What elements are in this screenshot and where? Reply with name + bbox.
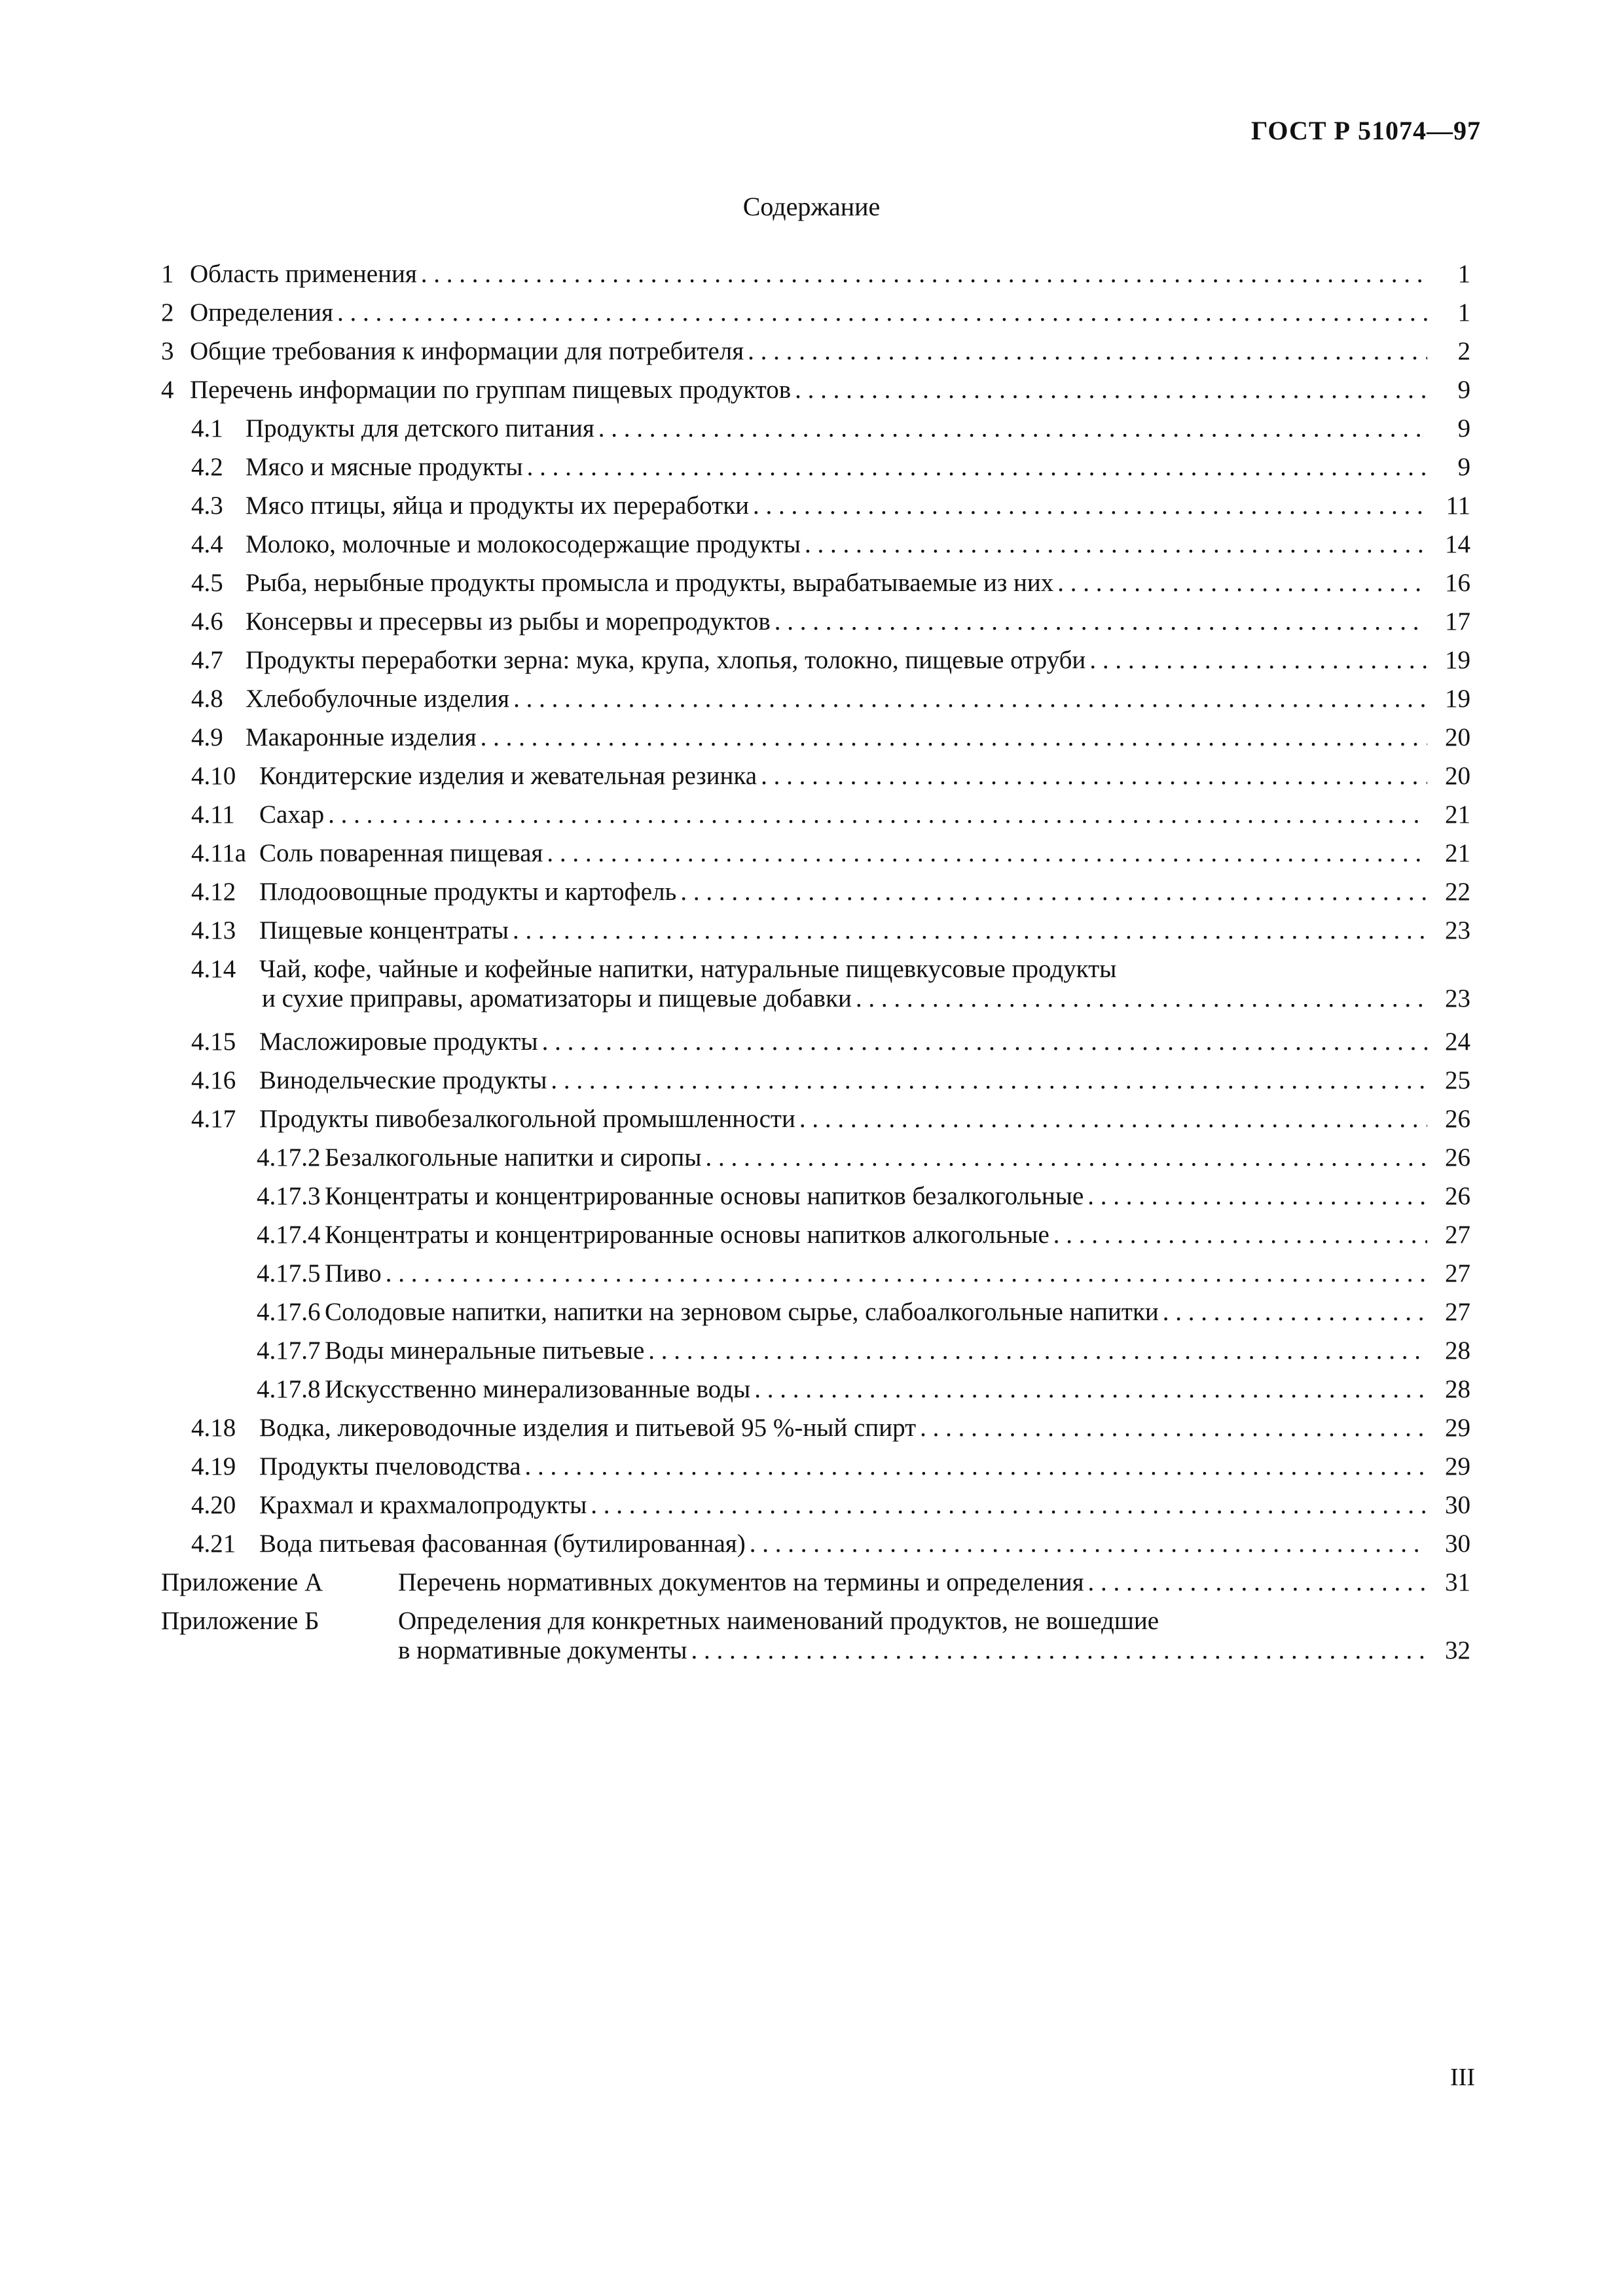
toc-entry[interactable] <box>161 1447 1470 1486</box>
toc-entry-page: 29 <box>1445 1452 1470 1480</box>
toc-entry[interactable] <box>161 955 1470 984</box>
toc-entry-number: Приложение А <box>161 1568 323 1596</box>
toc-entry[interactable] <box>161 1215 1470 1254</box>
toc-entry-label: Солодовые напитки, напитки на зерновом сырье, слабоалкогольные напитки <box>325 1298 1159 1326</box>
toc-entry-number: 4.17.5 <box>257 1259 321 1287</box>
toc-entry-label: Хлебобулочные изделия <box>246 685 510 713</box>
toc-entry-number: 4 <box>161 376 174 404</box>
toc-entry-page: 28 <box>1445 1375 1470 1403</box>
dot-leader <box>799 1100 1427 1138</box>
dot-leader <box>542 1022 1427 1061</box>
dot-leader <box>525 1447 1427 1486</box>
toc-entry-page: 28 <box>1445 1336 1470 1365</box>
toc-entry[interactable] <box>161 757 1470 795</box>
dot-leader <box>591 1486 1427 1524</box>
toc-entry[interactable] <box>161 1524 1470 1563</box>
toc-entry-page: 25 <box>1445 1066 1470 1094</box>
toc-entry-page: 9 <box>1457 414 1470 442</box>
toc-entry-number: 4.21 <box>191 1530 236 1558</box>
toc-entry[interactable] <box>161 255 1470 293</box>
toc-entry[interactable] <box>161 370 1470 409</box>
toc-entry-label: Определения для конкретных наименований продуктов, не вошедшие <box>398 1607 1159 1635</box>
dot-leader <box>421 255 1427 293</box>
dot-leader <box>337 293 1427 332</box>
toc-entry-label: Перечень информации по группам пищевых продуктов <box>190 376 792 404</box>
page-number: III <box>1450 2064 1475 2091</box>
toc-entry-continuation[interactable] <box>161 1636 1470 1666</box>
dot-leader <box>691 1636 1427 1666</box>
toc-entry-page: 21 <box>1445 839 1470 867</box>
toc-entry-label: Плодоовощные продукты и картофель <box>259 878 677 906</box>
toc-entry-label: Продукты для детского питания <box>246 414 594 442</box>
toc-entry-label: Продукты пчеловодства <box>259 1452 521 1480</box>
toc-entry[interactable] <box>161 486 1470 525</box>
dot-leader <box>547 834 1427 872</box>
dot-leader <box>386 1254 1427 1293</box>
toc-entry-number: 4.17.7 <box>257 1336 321 1365</box>
toc-entry-continuation[interactable] <box>161 984 1470 1014</box>
toc-entry-number: 3 <box>161 337 174 365</box>
toc-entry-label: Искусственно минерализованные воды <box>325 1375 751 1403</box>
toc-entry-number: 4.18 <box>191 1414 236 1442</box>
toc-entry-page: 1 <box>1457 260 1470 288</box>
toc-entry[interactable] <box>161 1331 1470 1370</box>
toc-entry-label-continuation: в нормативные документы <box>398 1636 687 1664</box>
toc-entry-page: 30 <box>1445 1491 1470 1519</box>
toc-entry-page: 20 <box>1445 762 1470 790</box>
toc-entry-appendix[interactable] <box>161 1607 1470 1636</box>
toc-entry[interactable] <box>161 911 1470 950</box>
toc-entry-page: 32 <box>1445 1636 1470 1664</box>
dot-leader <box>481 718 1427 757</box>
toc-entry-page: 22 <box>1445 878 1470 906</box>
toc-entry-page: 11 <box>1446 492 1470 520</box>
toc-entry-label: Перечень нормативных документов на термины и определения <box>398 1568 1084 1596</box>
toc-entry-number: 4.10 <box>191 762 236 790</box>
dot-leader <box>805 525 1427 564</box>
dot-leader <box>648 1331 1427 1370</box>
toc-entry-label: Водка, ликероводочные изделия и питьевой 95 %-ный спирт <box>259 1414 917 1442</box>
toc-entry-number: 4.14 <box>191 955 236 983</box>
dot-leader <box>775 602 1427 641</box>
toc-entry-page: 16 <box>1445 569 1470 597</box>
document-code: ГОСТ Р 51074—97 <box>1250 116 1481 145</box>
toc-entry-label: Макаронные изделия <box>246 723 477 751</box>
toc-entry-label: Общие требования к информации для потребителя <box>190 337 744 365</box>
dot-leader <box>1089 641 1427 679</box>
toc-entry-label: Молоко, молочные и молокосодержащие продукты <box>246 530 801 558</box>
toc-entry[interactable] <box>161 1061 1470 1100</box>
toc-entry-number: 4.15 <box>191 1028 236 1056</box>
toc-entry[interactable] <box>161 1138 1470 1177</box>
table-of-contents <box>161 255 1470 1674</box>
toc-entry-number: 4.3 <box>191 492 223 520</box>
toc-entry-page: 2 <box>1457 337 1470 365</box>
dot-leader <box>856 984 1427 1014</box>
toc-entry[interactable] <box>161 1486 1470 1524</box>
toc-entry-label: Соль поваренная пищевая <box>259 839 543 867</box>
toc-entry-label: Мясо и мясные продукты <box>246 453 523 481</box>
dot-leader <box>1088 1563 1427 1602</box>
toc-entry-label: Концентраты и концентрированные основы напитков алкогольные <box>325 1221 1049 1249</box>
toc-entry-label: Масложировые продукты <box>259 1028 538 1056</box>
toc-entry-number: 4.1 <box>191 414 223 442</box>
toc-entry[interactable] <box>161 679 1470 718</box>
dot-leader <box>1087 1177 1427 1215</box>
dot-leader <box>761 757 1427 795</box>
toc-entry-number: 4.19 <box>191 1452 236 1480</box>
toc-entry-label: Область применения <box>190 260 417 288</box>
toc-entry-page: 20 <box>1445 723 1470 751</box>
toc-entry-label: Крахмал и крахмалопродукты <box>259 1491 587 1519</box>
toc-entry[interactable] <box>161 332 1470 370</box>
toc-entry-page: 24 <box>1445 1028 1470 1056</box>
toc-entry[interactable] <box>161 1100 1470 1138</box>
toc-entry-label: Определения <box>190 298 333 327</box>
toc-entry-number: 4.7 <box>191 646 223 674</box>
toc-entry-label: Концентраты и концентрированные основы напитков безалкогольные <box>325 1182 1084 1210</box>
toc-entry-label: Кондитерские изделия и жевательная резинка <box>259 762 757 790</box>
toc-entry[interactable] <box>161 718 1470 757</box>
dot-leader <box>754 1370 1427 1408</box>
toc-entry-page: 23 <box>1445 984 1470 1013</box>
toc-entry-page: 1 <box>1457 298 1470 327</box>
toc-entry-number: 4.17.3 <box>257 1182 321 1210</box>
toc-entry-number: 4.4 <box>191 530 223 558</box>
dot-leader <box>1057 564 1427 602</box>
dot-leader <box>920 1408 1427 1447</box>
toc-entry-number: 4.11а <box>191 839 247 867</box>
toc-entry-page: 17 <box>1445 607 1470 636</box>
toc-entry[interactable] <box>161 525 1470 564</box>
toc-entry-number: 2 <box>161 298 174 327</box>
toc-entry[interactable] <box>161 1177 1470 1215</box>
dot-leader <box>680 872 1427 911</box>
toc-entry-label: Продукты переработки зерна: мука, крупа, хлопья, толокно, пищевые отруби <box>246 646 1086 674</box>
toc-entry-number: Приложение Б <box>161 1607 319 1635</box>
toc-entry-page: 9 <box>1457 376 1470 404</box>
toc-entry-page: 23 <box>1445 916 1470 944</box>
toc-entry-number: 4.17.2 <box>257 1143 321 1172</box>
dot-leader <box>750 1524 1427 1563</box>
toc-entry-number: 1 <box>161 260 174 288</box>
dot-leader <box>328 795 1427 834</box>
toc-entry-page: 30 <box>1445 1530 1470 1558</box>
toc-entry-label: Мясо птицы, яйца и продукты их переработки <box>246 492 750 520</box>
toc-entry-label: Безалкогольные напитки и сиропы <box>325 1143 702 1172</box>
toc-entry-page: 27 <box>1445 1259 1470 1287</box>
toc-entry[interactable] <box>161 834 1470 872</box>
toc-title: Содержание <box>742 192 881 221</box>
toc-entry-label: Пиво <box>325 1259 382 1287</box>
toc-entry-page: 27 <box>1445 1221 1470 1249</box>
toc-entry-label: Вода питьевая фасованная (бутилированная) <box>259 1530 746 1558</box>
toc-entry-label: Продукты пивобезалкогольной промышленности <box>259 1105 795 1133</box>
toc-entry-label: Воды минеральные питьевые <box>325 1336 645 1365</box>
toc-entry-number: 4.17.4 <box>257 1221 321 1249</box>
toc-entry[interactable] <box>161 1293 1470 1331</box>
toc-entry-number: 4.9 <box>191 723 223 751</box>
toc-entry[interactable] <box>161 448 1470 486</box>
toc-entry[interactable] <box>161 1408 1470 1447</box>
toc-entry-number: 4.16 <box>191 1066 236 1094</box>
toc-entry[interactable] <box>161 795 1470 834</box>
toc-entry-number: 4.8 <box>191 685 223 713</box>
toc-entry-number: 4.17.6 <box>257 1298 321 1326</box>
toc-entry-page: 26 <box>1445 1182 1470 1210</box>
toc-entry-label-continuation: и сухие приправы, ароматизаторы и пищевые добавки <box>262 984 852 1013</box>
toc-entry-label: Чай, кофе, чайные и кофейные напитки, натуральные пищевкусовые продукты <box>259 955 1117 983</box>
toc-entry-label: Пищевые концентраты <box>259 916 509 944</box>
toc-entry-page: 26 <box>1445 1105 1470 1133</box>
toc-entry-appendix[interactable] <box>161 1563 1470 1602</box>
toc-entry-number: 4.13 <box>191 916 236 944</box>
toc-entry-page: 29 <box>1445 1414 1470 1442</box>
toc-entry[interactable] <box>161 1254 1470 1293</box>
toc-entry-number: 4.17.8 <box>257 1375 321 1403</box>
toc-entry[interactable] <box>161 641 1470 679</box>
toc-entry[interactable] <box>161 872 1470 911</box>
toc-entry-page: 27 <box>1445 1298 1470 1326</box>
toc-entry-number: 4.20 <box>191 1491 236 1519</box>
toc-entry-number: 4.2 <box>191 453 223 481</box>
dot-leader <box>705 1138 1427 1177</box>
toc-entry-label: Консервы и пресервы из рыбы и морепродуктов <box>246 607 771 636</box>
toc-entry-label: Рыба, нерыбные продукты промысла и продукты, вырабатываемые из них <box>246 569 1054 597</box>
toc-entry[interactable] <box>161 602 1470 641</box>
toc-entry-number: 4.17 <box>191 1105 236 1133</box>
dot-leader <box>1163 1293 1427 1331</box>
toc-entry[interactable] <box>161 564 1470 602</box>
toc-entry-page: 19 <box>1445 685 1470 713</box>
dot-leader <box>513 911 1427 950</box>
dot-leader <box>1053 1215 1427 1254</box>
toc-entry-page: 31 <box>1445 1568 1470 1596</box>
toc-entry-label: Сахар <box>259 800 325 829</box>
dot-leader <box>795 370 1427 409</box>
dot-leader <box>598 409 1427 448</box>
dot-leader <box>513 679 1427 718</box>
dot-leader <box>748 332 1427 370</box>
toc-entry[interactable] <box>161 1022 1470 1061</box>
toc-entry-page: 19 <box>1445 646 1470 674</box>
toc-entry-label: Винодельческие продукты <box>259 1066 547 1094</box>
toc-entry-number: 4.6 <box>191 607 223 636</box>
toc-entry-number: 4.5 <box>191 569 223 597</box>
toc-entry-page: 9 <box>1457 453 1470 481</box>
toc-entry-number: 4.11 <box>191 800 235 829</box>
toc-entry[interactable] <box>161 1370 1470 1408</box>
toc-entry[interactable] <box>161 409 1470 448</box>
toc-entry-page: 26 <box>1445 1143 1470 1172</box>
dot-leader <box>753 486 1427 525</box>
toc-entry-page: 21 <box>1445 800 1470 829</box>
toc-entry[interactable] <box>161 293 1470 332</box>
dot-leader <box>527 448 1427 486</box>
dot-leader <box>551 1061 1427 1100</box>
toc-entry-number: 4.12 <box>191 878 236 906</box>
toc-entry-page: 14 <box>1445 530 1470 558</box>
